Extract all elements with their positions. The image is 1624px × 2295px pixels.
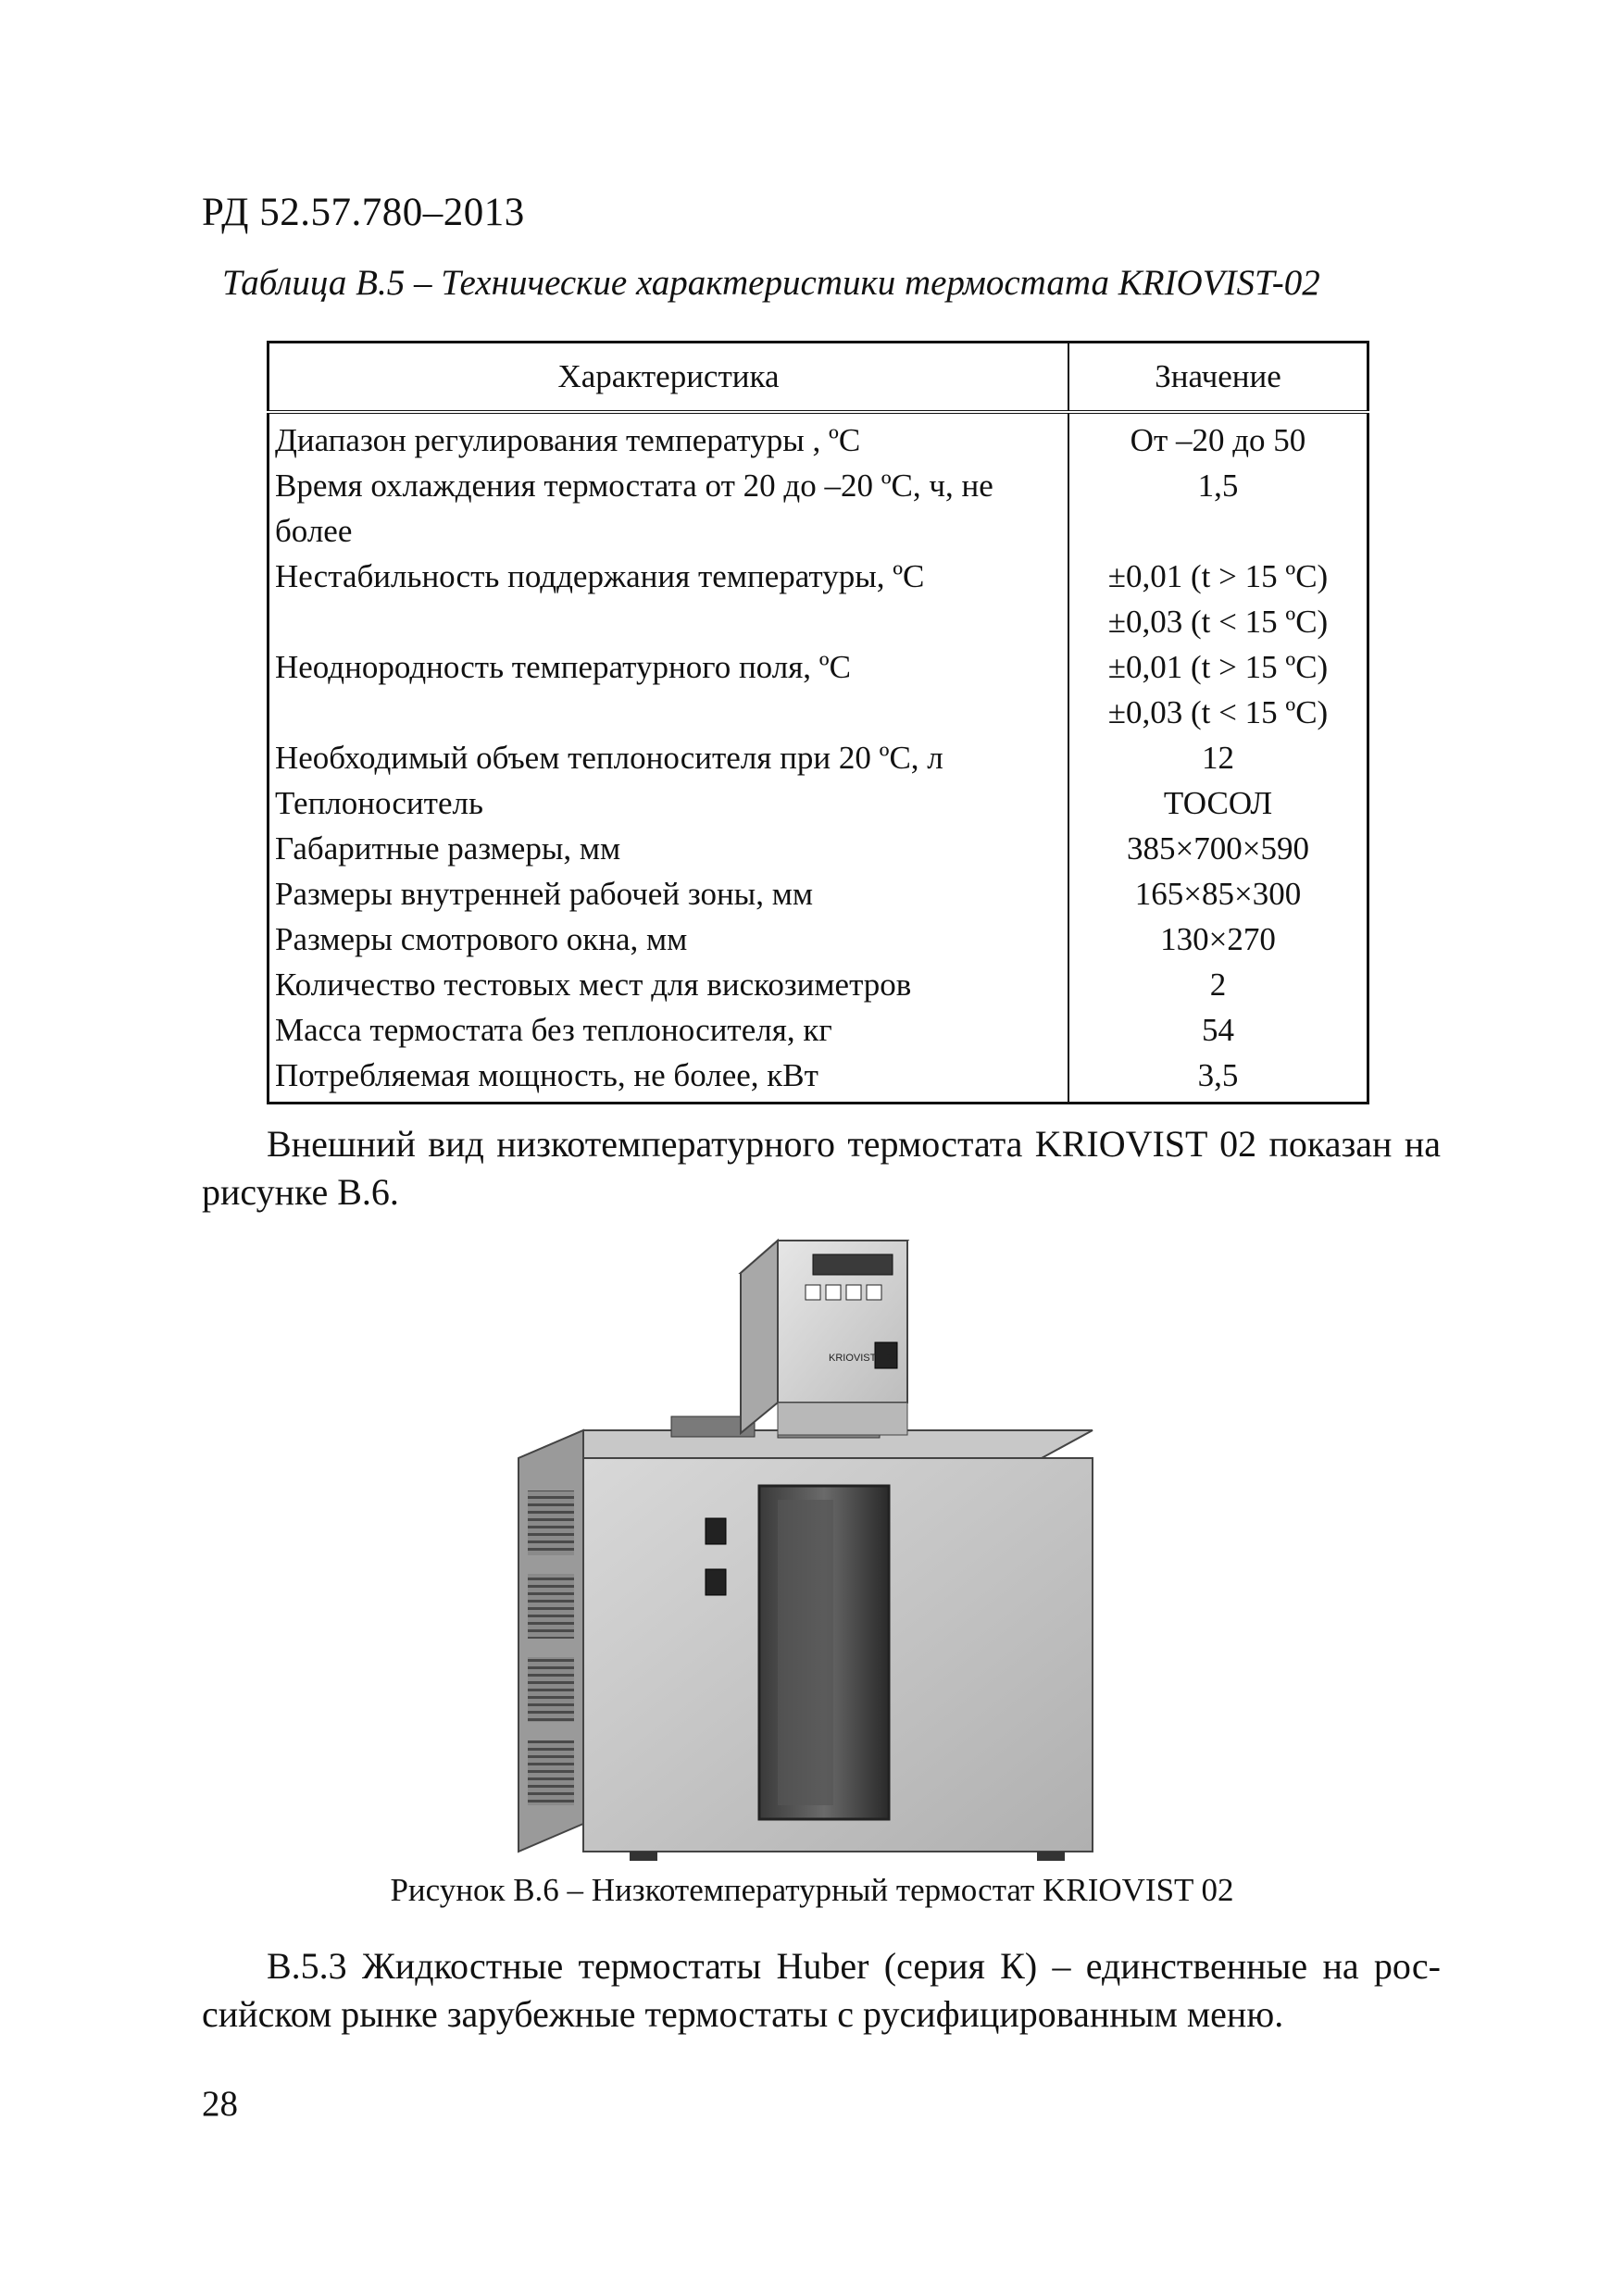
paragraph-huber: В.5.3 Жидкостные термостаты Huber (серия К) – единственные на российском рынке зарубежные термостаты с русифицированным меню. [202,1945,1441,2035]
row-characteristic: Теплоноситель [269,780,1069,826]
panel-button [826,1285,841,1300]
thermostat-figure [500,1222,1111,1870]
row-value: 2 [1209,967,1227,1003]
table-row [269,1007,1368,1053]
row-characteristic: Размеры смотрового окна, мм [269,917,1069,962]
display-screen [813,1254,893,1275]
vent-grille [528,1740,574,1805]
row-characteristic: Нестабильность поддержания температуры, ºС [269,554,1069,644]
row-value: 130×270 [1160,921,1276,957]
vent-grille [528,1657,574,1722]
row-value: 385×700×590 [1127,830,1309,867]
paragraph-figure-reference: Внешний вид низкотемпературного термостата KRIOVIST 02 показан на рисунке В.6. [202,1123,1441,1213]
value-line: ±0,01 (t > 15 ºС) [1107,649,1329,685]
panel-button [867,1285,881,1300]
power-switch [706,1569,726,1595]
table-row [269,735,1368,780]
table-row [269,463,1368,554]
row-value: 3,5 [1197,1057,1239,1093]
spec-table [267,341,1369,1104]
value-line: ±0,03 (t < 15 ºС) [1107,604,1329,640]
row-value: 54 [1202,1012,1234,1048]
table-row [269,826,1368,871]
page-number: 28 [202,2084,238,2124]
row-characteristic: Время охлаждения термостата от 20 до –20 ºС, ч, не более [269,463,1069,554]
row-value: 1,5 [1197,468,1239,504]
row-value: От –20 до 50 [1130,422,1306,458]
row-characteristic: Габаритные размеры, мм [269,826,1069,871]
table-row [269,962,1368,1007]
row-value: ТОСОЛ [1163,785,1273,821]
foot [630,1852,657,1861]
panel-button [846,1285,861,1300]
value-line: ±0,01 (t > 15 ºС) [1107,558,1329,594]
table-row [269,412,1368,463]
foot [1037,1852,1065,1861]
table-header-row [269,343,1368,413]
row-characteristic: Потребляемая мощность, не более, кВт [269,1053,1069,1104]
row-characteristic: Неоднородность температурного поля, ºС [269,644,1069,735]
row-characteristic: Масса термостата без теплоносителя, кг [269,1007,1069,1053]
row-characteristic: Необходимый объем теплоносителя при 20 ºС, л [269,735,1069,780]
row-characteristic: Количество тестовых мест для вискозиметров [269,962,1069,1007]
control-unit-base [778,1403,907,1435]
document-code: РД 52.57.780–2013 [202,191,525,234]
row-value: 165×85×300 [1134,876,1302,912]
panel-button [806,1285,820,1300]
table-row [269,871,1368,917]
row-characteristic: Диапазон регулирования температуры , ºС [269,412,1069,463]
control-unit-side [741,1241,778,1433]
row-characteristic: Размеры внутренней рабочей зоны, мм [269,871,1069,917]
header-value: Значение [1068,343,1368,413]
header-characteristic: Характеристика [269,343,1069,413]
value-line: ±0,03 (t < 15 ºС) [1107,694,1329,730]
table-row [269,554,1368,644]
table-row [269,644,1368,735]
device-label: KRIOVIST - 02 [829,1353,897,1364]
table-row [269,780,1368,826]
power-switch [706,1518,726,1544]
row-value: 12 [1202,740,1234,776]
row-value [1068,554,1368,644]
window-inner [778,1500,833,1805]
vent-grille [528,1574,574,1639]
table-row [269,917,1368,962]
table-caption: Таблица В.5 – Технические характеристики термостата KRIOVIST-02 [222,263,1320,303]
table-row [269,1053,1368,1104]
row-value [1068,644,1368,735]
vent-grille [528,1491,574,1555]
figure-caption: Рисунок В.6 – Низкотемпературный термостат KRIOVIST 02 [390,1872,1234,1908]
